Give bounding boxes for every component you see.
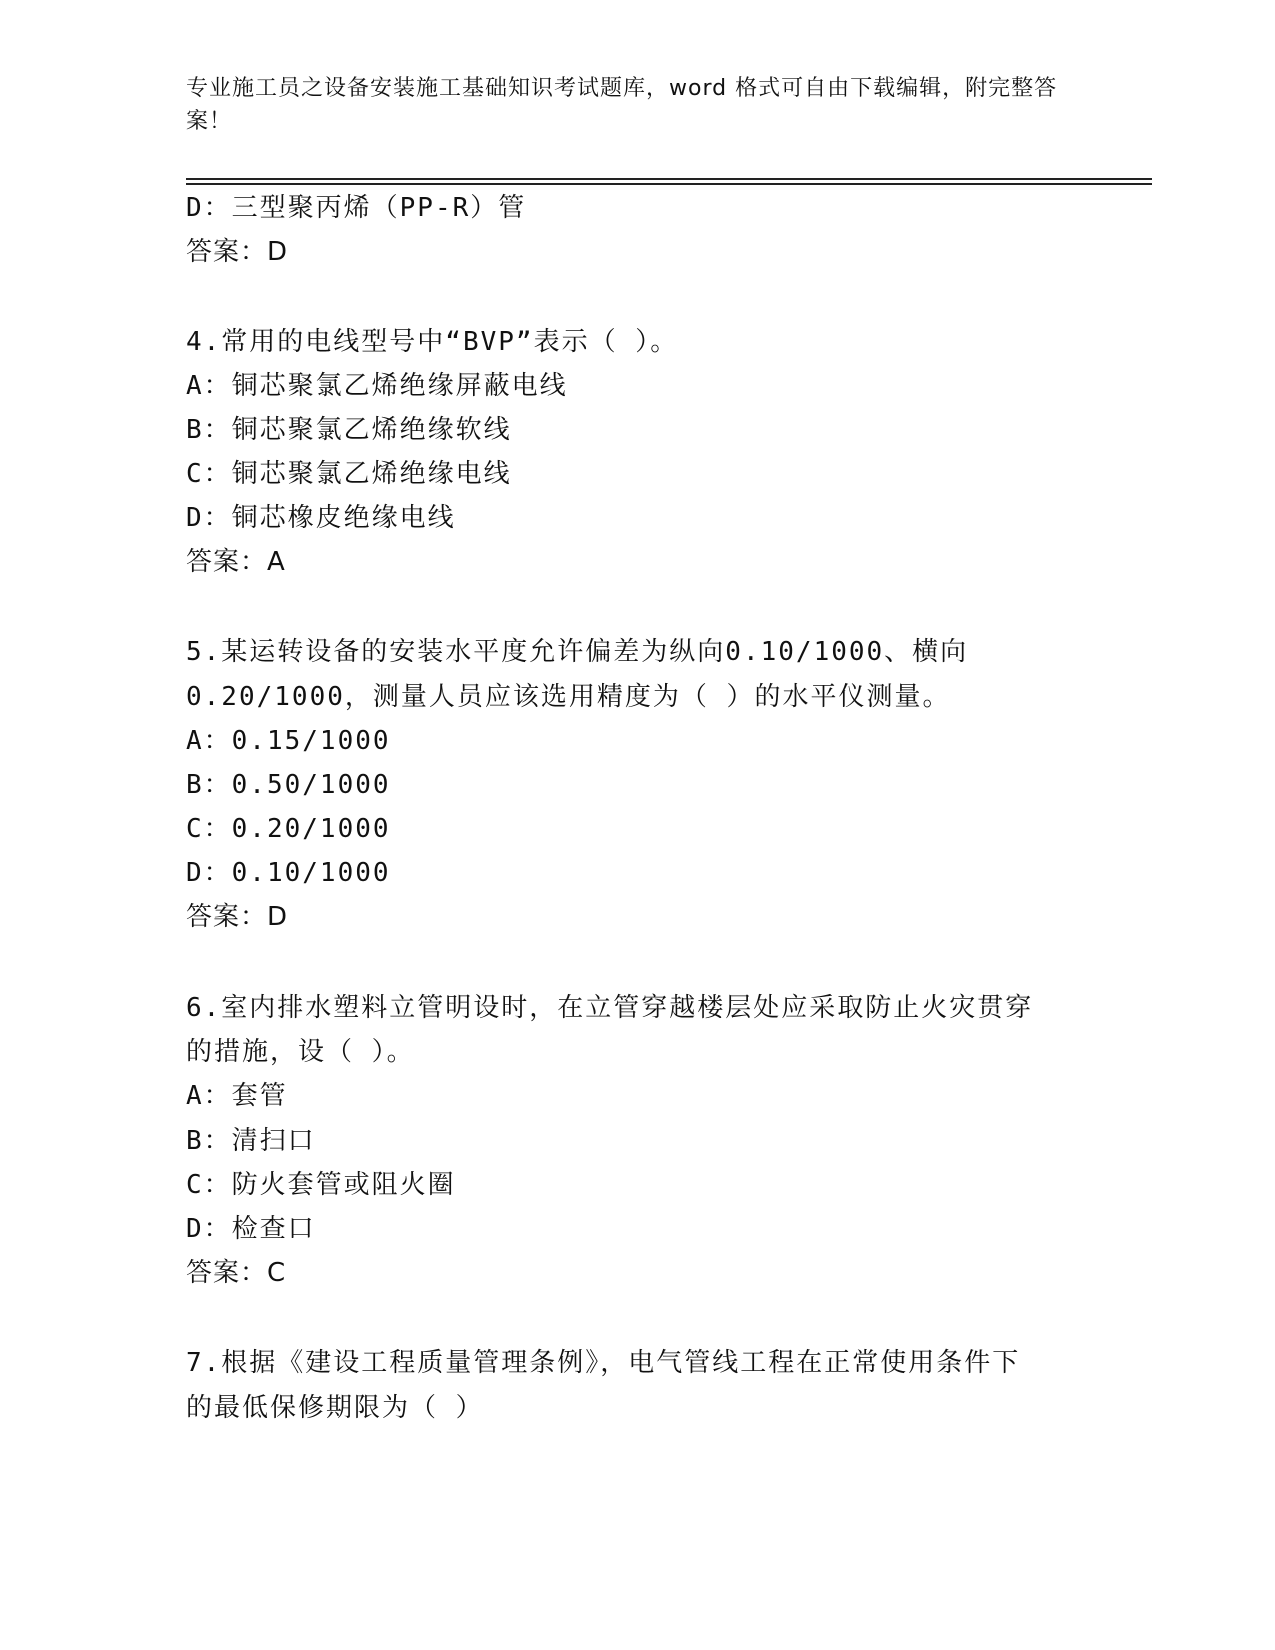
q5-option-c: C：0.20/1000 [186,814,391,844]
q4-option-d: D：铜芯橡皮绝缘电线 [186,503,456,533]
q4-option-a: A：铜芯聚氯乙烯绝缘屏蔽电线 [186,371,568,401]
q3-option-d: D：三型聚丙烯（PP-R）管 [186,193,527,223]
q5-option-d: D：0.10/1000 [186,858,391,888]
q5-stem-line1: 5.某运转设备的安装水平度允许偏差为纵向0.10/1000、横向 [186,637,969,667]
q5-stem-line2: 0.20/1000，测量人员应该选用精度为（ ）的水平仪测量。 [186,682,951,712]
document-header: 专业施工员之设备安装施工基础知识考试题库，word 格式可自由下载编辑，附完整答案！ [186,76,1058,134]
q6-option-a: A：套管 [186,1081,288,1111]
q6-stem-line1: 6.室内排水塑料立管明设时，在立管穿越楼层处应采取防止火灾贯穿 [186,993,1034,1023]
q6-option-b: B：清扫口 [186,1126,316,1156]
q3-answer: 答案：D [186,237,289,267]
q4-option-c: C：铜芯聚氯乙烯绝缘电线 [186,459,512,489]
q4-answer: 答案：A [186,547,286,577]
q7-stem-line2: 的最低保修期限为（ ） [186,1393,484,1423]
q6-option-c: C：防火套管或阻火圈 [186,1170,456,1200]
header-divider-bottom [186,183,1152,185]
q6-stem-line2: 的措施，设（ ）。 [186,1037,415,1067]
q6-answer: 答案：C [186,1258,287,1288]
q5-answer: 答案：D [186,902,289,932]
q5-option-b: B：0.50/1000 [186,770,391,800]
q7-stem-line1: 7.根据《建设工程质量管理条例》，电气管线工程在正常使用条件下 [186,1348,1021,1378]
q4-option-b: B：铜芯聚氯乙烯绝缘软线 [186,415,512,445]
q5-option-a: A：0.15/1000 [186,726,391,756]
header-divider-top [186,178,1152,180]
q6-option-d: D：检查口 [186,1214,316,1244]
q4-stem: 4.常用的电线型号中“BVP”表示（ ）。 [186,327,679,357]
